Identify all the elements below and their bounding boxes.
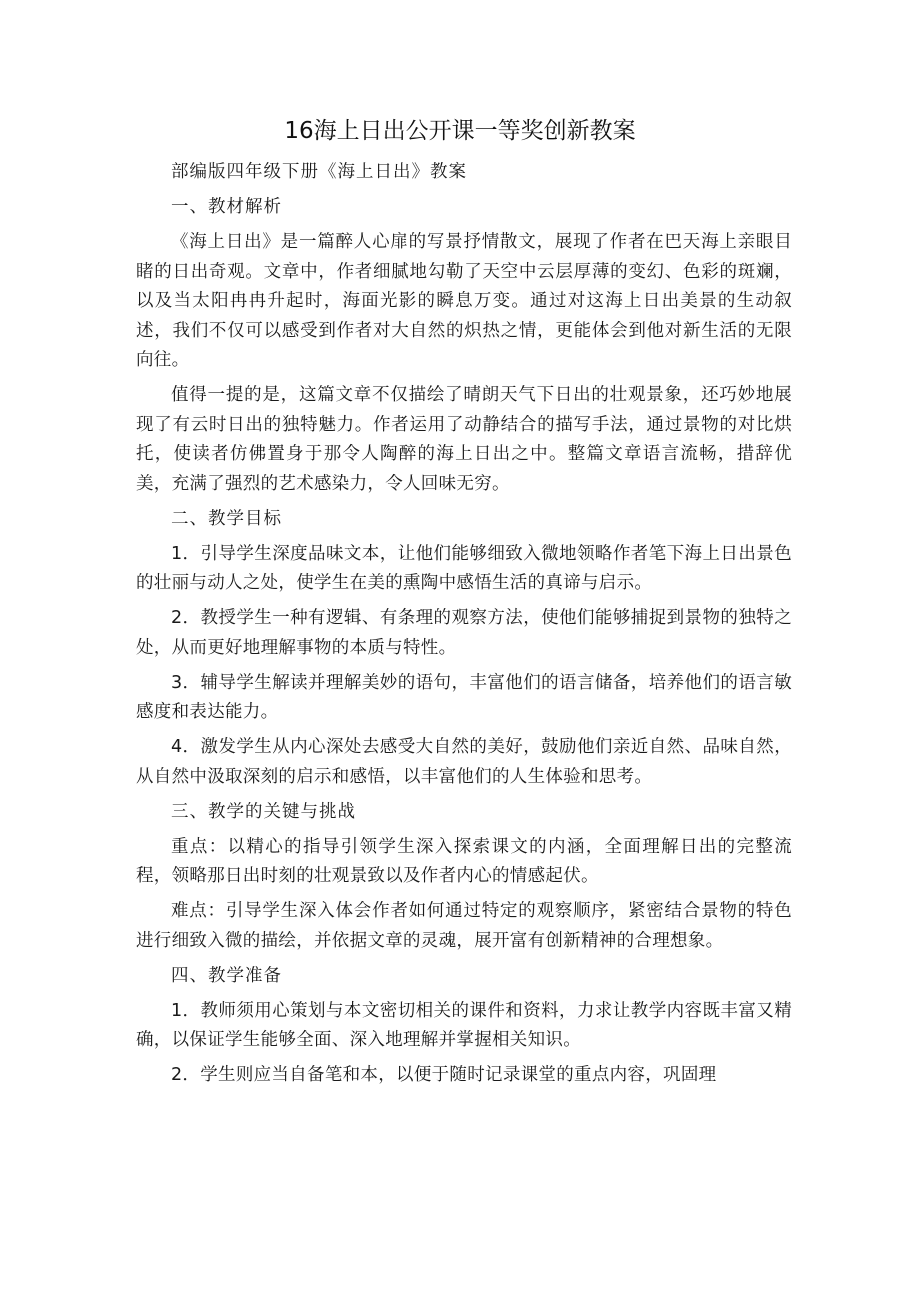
section-heading-goals: 二、教学目标	[171, 508, 282, 529]
goal-item-3: 3．辅导学生解读并理解美妙的语句，丰富他们的语言储备，培养他们的语言敏感度和表达能力。	[136, 672, 792, 722]
analysis-paragraph-1: 《海上日出》是一篇醉人心扉的写景抒情散文，展现了作者在巴天海上亲眼目睹的日出奇观。文章中，作者细腻地勾勒了天空中云层厚薄的变幻、色彩的斑斓，以及当太阳冉冉升起时，海面光影的瞬息万变。通过对这海上日出美景的生动叙述，我们不仅可以感受到作者对大自然的炽热之情，更能体会到他对新生活的无限向往。	[136, 232, 792, 370]
document-body	[136, 158, 792, 1096]
difficulty-paragraph: 难点：引导学生深入体会作者如何通过特定的观察顺序，紧密结合景物的特色进行细致入微的描绘，并依据文章的灵魂，展开富有创新精神的合理想象。	[136, 901, 792, 951]
section-heading-analysis: 一、教材解析	[171, 197, 282, 217]
goal-item-1: 1．引导学生深度品味文本，让他们能够细致入微地领略作者笔下海上日出景色的壮丽与动人之处，使学生在美的熏陶中感悟生活的真谛与启示。	[136, 543, 792, 593]
section-heading-key-points: 三、教学的关键与挑战	[171, 801, 356, 822]
goal-item-4: 4．激发学生从内心深处去感受大自然的美好，鼓励他们亲近自然、品味自然，从自然中汲取深刻的启示和感悟，以丰富他们的人生体验和思考。	[136, 737, 792, 787]
document-subtitle: 部编版四年级下册《海上日出》教案	[171, 162, 467, 182]
analysis-paragraph-2: 值得一提的是，这篇文章不仅描绘了晴朗天气下日出的壮观景象，还巧妙地展现了有云时日出的独特魅力。作者运用了动静结合的描写手法，通过景物的对比烘托，使读者仿佛置身于那令人陶醉的海上日出之中。整篇文章语言流畅，措辞优美，充满了强烈的艺术感染力，令人回味无穷。	[136, 385, 792, 494]
prep-item-1: 1．教师须用心策划与本文密切相关的课件和资料，力求让教学内容既丰富又精确，以保证学生能够全面、深入地理解并掌握相关知识。	[136, 1000, 792, 1050]
key-point-paragraph: 重点：以精心的指导引领学生深入探索课文的内涵，全面理解日出的完整流程，领略那日出时刻的壮观景致以及作者内心的情感起伏。	[136, 836, 792, 886]
prep-item-2: 2．学生则应当自备笔和本，以便于随时记录课堂的重点内容，巩固理	[171, 1065, 717, 1085]
section-heading-preparation: 四、教学准备	[171, 965, 282, 986]
document-title: 16海上日出公开课一等奖创新教案	[284, 118, 636, 144]
goal-item-2: 2．教授学生一种有逻辑、有条理的观察方法，使他们能够捕捉到景物的独特之处，从而更好地理解事物的本质与特性。	[136, 608, 792, 658]
